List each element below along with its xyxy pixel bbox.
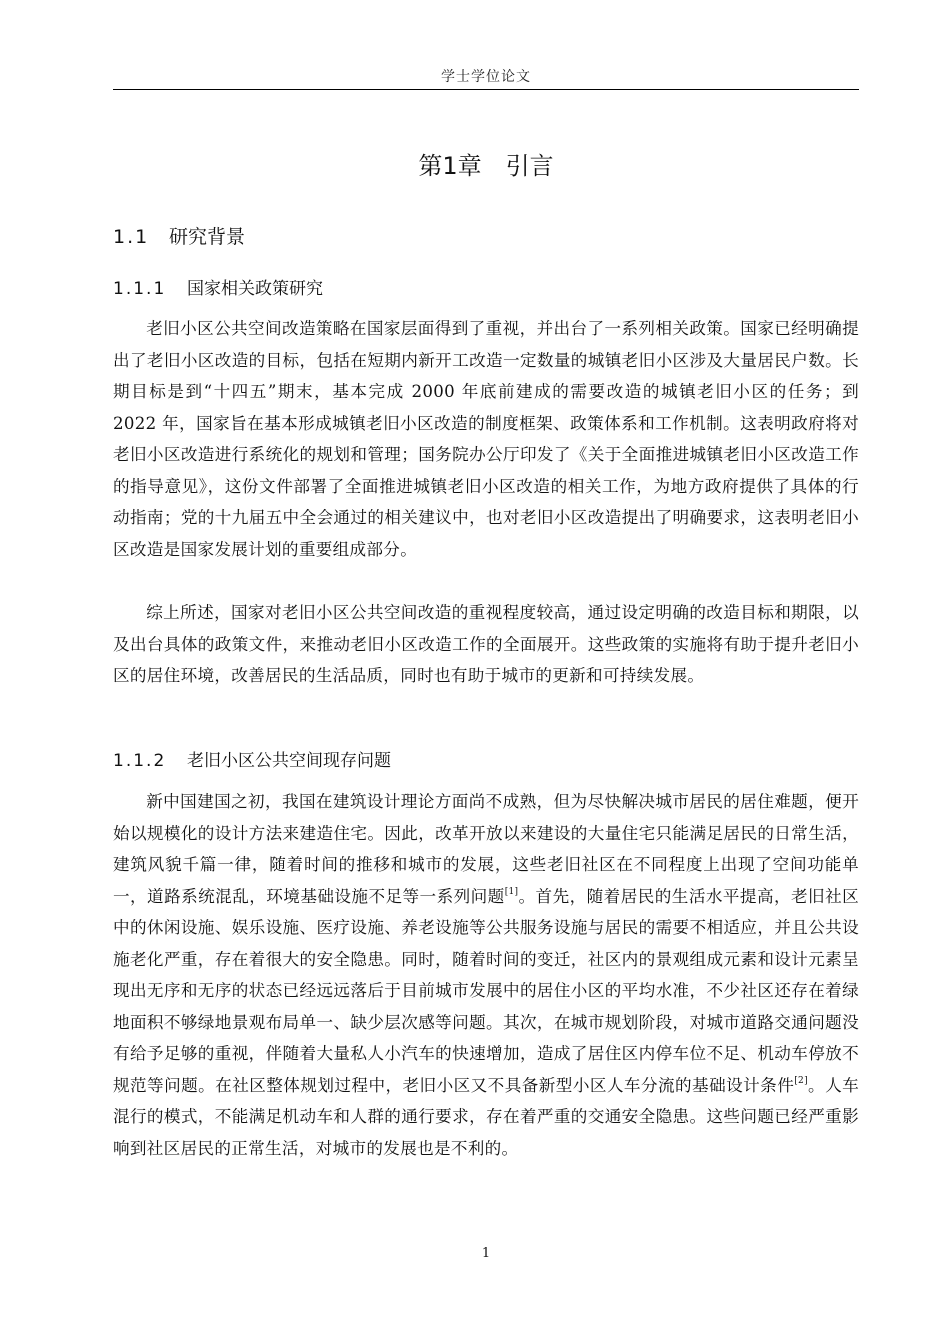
- header-rule: [113, 89, 859, 90]
- chapter-number: 第1章: [418, 152, 482, 180]
- subsection-number: 1.1.1: [113, 279, 167, 299]
- paragraph-problems: [113, 786, 859, 1164]
- chapter-title: [113, 146, 859, 181]
- section-title: 研究背景: [169, 226, 246, 248]
- paragraph-text: 新中国建国之初，我国在建筑设计理论方面尚不成熟，但为尽快解决城市居民的居住难题，便开始以规模化的设计方法来建造住宅。因此，改革开放以来建设的大量住宅只能满足居民的日常生活，建筑风貌千篇一律，随着时间的推移和城市的发展，这些老旧社区在不同程度上出现了空间功能单一，道路系统混乱，环境基础设施不足等一系列问题: [113, 792, 859, 906]
- subsection-title: 国家相关政策研究: [187, 279, 323, 299]
- subsection-title: 老旧小区公共空间现存问题: [187, 751, 391, 771]
- paragraph-policy: 老旧小区公共空间改造策略在国家层面得到了重视，并出台了一系列相关政策。国家已经明确提出了老旧小区改造的目标，包括在短期内新开工改造一定数量的城镇老旧小区涉及大量居民户数。长期目标是到“十四五”期末，基本完成 2000 年底前建成的需要改造的城镇老旧小区的任务；到 2022 年，国家旨在基本形成城镇老旧小区改造的制度框架、政策体系和工作机制。这表明政府将对老旧小区改造进行系统化的规划和管理；国务院办公厅印发了《关于全面推进城镇老旧小区改造工作的指导意见》，这份文件部署了全面推进城镇老旧小区改造的相关工作，为地方政府提供了具体的行动指南；党的十九届五中全会通过的相关建议中，也对老旧小区改造提出了明确要求，这表明老旧小区改造是国家发展计划的重要组成部分。: [113, 319, 859, 559]
- page-number: 1: [481, 1246, 491, 1261]
- running-header: 学士学位论文: [441, 69, 531, 85]
- section-number: 1.1: [113, 226, 150, 248]
- subsection-heading-1-1-2: [113, 746, 391, 771]
- subsection-heading-1-1-1: [113, 274, 323, 299]
- paragraph-summary: 综上所述，国家对老旧小区公共空间改造的重视程度较高，通过设定明确的改造目标和期限，以及出台具体的政策文件，来推动老旧小区改造工作的全面展开。这些政策的实施将有助于提升老旧小区的居住环境，改善居民的生活品质，同时也有助于城市的更新和可持续发展。: [113, 603, 859, 685]
- chapter-name: 引言: [505, 152, 554, 180]
- paragraph-text: 。首先，随着居民的生活水平提高，老旧社区中的休闲设施、娱乐设施、医疗设施、养老设施等公共服务设施与居民的需要不相适应，并且公共设施老化严重，存在着很大的安全隐患。同时，随着时间的变迁，社区内的景观组成元素和设计元素呈现出无序和无序的状态已经远远落后于目前城市发展中的居住小区的平均水准，不少社区还存在着绿地面积不够绿地景观布局单一、缺少层次感等问题。其次，在城市规划阶段，对城市道路交通问题没有给予足够的重视，伴随着大量私人小汽车的快速增加，造成了居住区内停车位不足、机动车停放不规范等问题。在社区整体规划过程中，老旧小区又不具备新型小区人车分流的基础设计条件: [113, 886, 859, 1095]
- paragraph-text: 。人车混行的模式，不能满足机动车和人群的通行要求，存在着严重的交通安全隐患。这些问题已经严重影响到社区居民的正常生活，对城市的发展也是不利的。: [113, 1075, 859, 1158]
- citation-1: [1]: [504, 886, 519, 897]
- citation-2: [2]: [794, 1075, 808, 1086]
- section-heading-1-1: [113, 222, 245, 249]
- subsection-number: 1.1.2: [113, 751, 167, 771]
